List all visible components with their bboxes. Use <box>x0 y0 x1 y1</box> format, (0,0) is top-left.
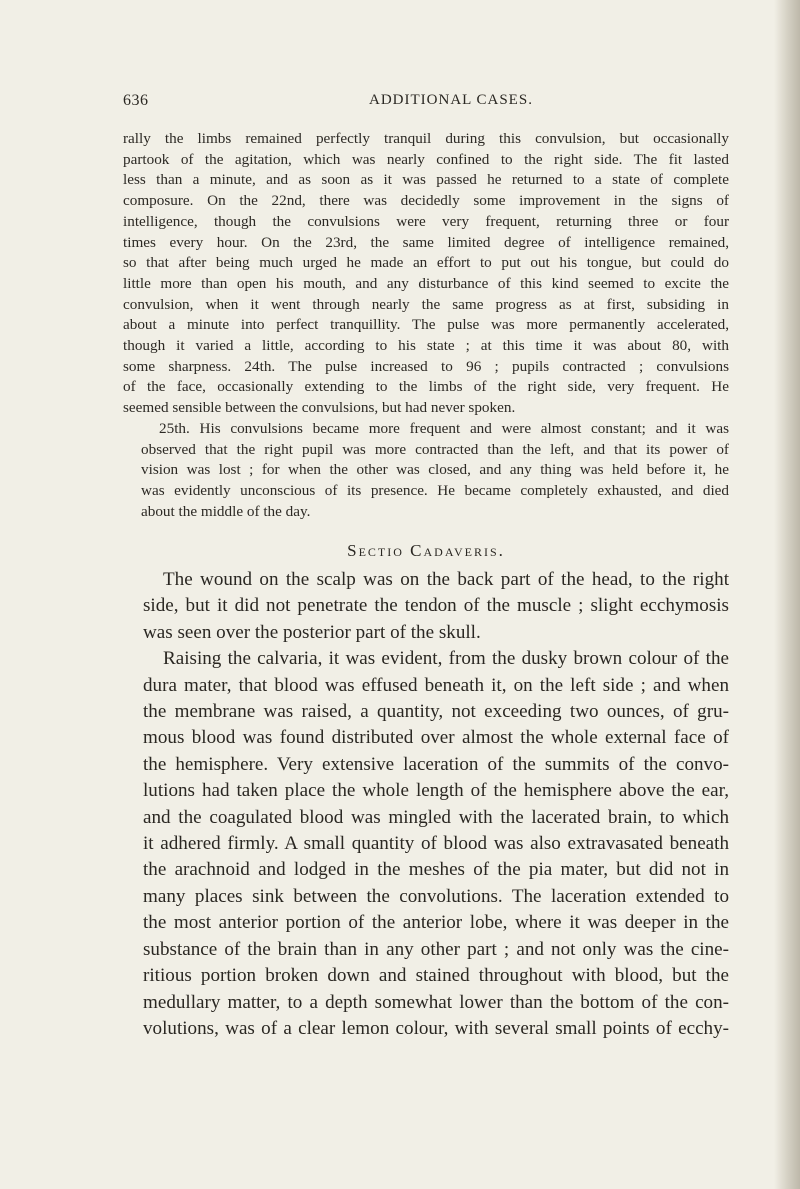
text-line: the most anterior portion of the anterior lobe, where it was deeper in the <box>143 912 729 934</box>
text-line: the membrane was raised, a quantity, not exceeding two ounces, of gru- <box>143 701 729 723</box>
autopsy-text <box>123 567 729 1042</box>
text-line: rally the limbs remained perfectly tranquil during this convulsion, but occasionally <box>123 130 729 147</box>
text-line: times every hour. On the 23rd, the same limited degree of intelligence remained, <box>123 233 729 251</box>
text-line: ritious portion broken down and stained throughout with blood, but the <box>143 965 729 987</box>
text-line: vision was lost ; for when the other was closed, and any thing was held before it, he <box>141 461 729 479</box>
text-line: composure. On the 22nd, there was decidedly some improvement in the signs of <box>123 192 729 210</box>
text-line: seemed sensible between the convulsions, but had never spoken. <box>123 399 516 417</box>
text-line: convulsion, when it went through nearly the same progress as at first, subsiding in <box>123 295 729 313</box>
text-line: substance of the brain than in any other part ; and not only was the cine- <box>143 938 729 960</box>
text-line: side, but it did not penetrate the tendon of the muscle ; slight ecchymosis <box>143 595 729 617</box>
autopsy-paragraph-2 <box>123 646 729 1042</box>
text-line: and the coagulated blood was mingled with the lacerated brain, to which <box>143 806 729 828</box>
text-line: though it varied a little, according to his state ; at this time it was about 80, with <box>123 337 729 355</box>
text-line: the arachnoid and lodged in the meshes of the pia mater, but did not in <box>143 859 729 881</box>
text-line: dura mater, that blood was effused beneath it, on the left side ; and when <box>143 674 729 696</box>
text-line: was seen over the posterior part of the skull. <box>143 621 481 643</box>
case-notes-paragraph-2 <box>123 419 729 523</box>
page-header <box>123 92 723 116</box>
autopsy-paragraph-1 <box>123 567 729 646</box>
text-line: some sharpness. 24th. The pulse increased to 96 ; pupils contracted ; convulsions <box>123 357 729 375</box>
text-line: lutions had taken place the whole length of the hemisphere above the ear, <box>143 780 729 802</box>
case-notes-paragraph-1 <box>123 129 729 419</box>
text-line: of the face, occasionally extending to the limbs of the right side, very frequent. He <box>123 378 729 396</box>
text-line: little more than open his mouth, and any disturbance of this kind seemed to excite the <box>123 274 729 292</box>
text-line: the hemisphere. Very extensive laceration of the summits of the convo- <box>143 753 729 775</box>
page-edge-shadow <box>774 0 800 1189</box>
text-line: less than a minute, and as soon as it was passed he returned to a state of complete <box>123 171 729 189</box>
text-line: about the middle of the day. <box>141 502 311 520</box>
text-line: medullary matter, to a depth somewhat lower than the bottom of the con- <box>143 991 729 1013</box>
text-line: about a minute into perfect tranquillity. The pulse was more permanently accelerated, <box>123 316 729 334</box>
text-line: so that after being much urged he made an effort to put out his tongue, but could do <box>123 254 729 272</box>
text-line: observed that the right pupil was more contracted than the left, and that its power of <box>141 440 729 458</box>
case-notes-text <box>123 129 729 522</box>
text-line: intelligence, though the convulsions were very frequent, returning three or four <box>123 212 729 230</box>
text-line: mous blood was found distributed over almost the whole external face of <box>143 727 729 749</box>
running-head: ADDITIONAL CASES. <box>369 92 533 108</box>
text-line: partook of the agitation, which was nearly confined to the right side. The fit lasted <box>123 150 729 168</box>
section-heading: Sectio Cadaveris. <box>347 541 505 560</box>
text-line: Raising the calvaria, it was evident, from the dusky brown colour of the <box>163 648 729 670</box>
text-line: 25th. His convulsions became more frequent and were almost constant; and it was <box>159 419 729 437</box>
text-line: The wound on the scalp was on the back part of the head, to the right <box>163 569 729 590</box>
text-line: was evidently unconscious of its presence. He became completely exhausted, and died <box>141 481 729 499</box>
page-number: 636 <box>123 92 149 109</box>
text-line: it adhered firmly. A small quantity of blood was also extravasated beneath <box>143 833 729 855</box>
text-line: many places sink between the convolutions. The laceration extended to <box>143 885 729 907</box>
text-line: volutions, was of a clear lemon colour, with several small points of ecchy- <box>143 1017 729 1039</box>
